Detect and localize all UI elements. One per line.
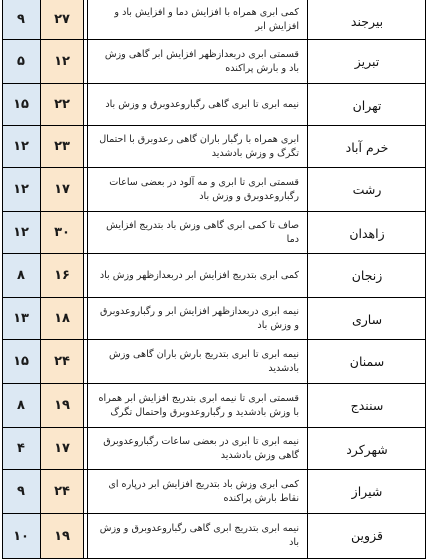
forecast-description-cell-text: قسمتی ابری دربعدازظهر افزایش ابر گاهی وزش باد و بارش پراکنده [104, 48, 299, 74]
table-row [2, 40, 426, 84]
forecast-description-cell-text: ابری همراه با رگبار باران گاهی رعدوبرق با احتمال تگرگ و وزش بادشدید [99, 133, 299, 159]
forecast-description-cell [88, 340, 308, 383]
max-temp-cell [41, 428, 84, 469]
max-temp-cell [41, 384, 84, 427]
max-temp-cell [41, 470, 84, 513]
city-name-cell-text: ساری [351, 312, 383, 327]
min-temp-cell [2, 254, 41, 297]
city-name-cell-text: زاهدان [349, 226, 385, 241]
forecast-description-cell [88, 384, 308, 427]
forecast-description-cell [88, 126, 308, 167]
forecast-description-cell-text: قسمتی ابری تا ابری و مه آلود در بعضی ساعات رگباروعدوبرق و وزش باد [109, 176, 299, 202]
max-temp-cell [41, 254, 84, 297]
table-row [2, 0, 426, 40]
city-name-cell [308, 168, 426, 211]
max-temp-cell-text: ۲۴ [54, 354, 70, 369]
max-temp-cell-text: ۱۹ [54, 528, 70, 544]
city-name-cell [308, 298, 426, 339]
table-row [2, 340, 426, 384]
min-temp-cell-text: ۱۲ [13, 182, 29, 197]
city-name-cell-text: شیراز [351, 484, 383, 499]
table-row [2, 212, 426, 254]
forecast-description-cell [88, 212, 308, 253]
city-name-cell [308, 0, 426, 39]
forecast-description-cell-text: نیمه ابری تا ابری بتدریج بارش باران گاهی وزش بادشدید [108, 348, 299, 374]
min-temp-cell [2, 298, 41, 339]
city-name-cell [308, 340, 426, 383]
max-temp-cell [41, 298, 84, 339]
forecast-description-cell-text: نیمه ابری دربعدازظهر افزایش ابر و رگباروعدوبرق و وزش باد [99, 305, 299, 331]
min-temp-cell-text: ۸ [17, 398, 25, 413]
city-name-cell-text: خرم آباد [345, 140, 389, 155]
max-temp-cell-text: ۲۲ [54, 97, 70, 112]
forecast-description-cell-text: کمی ابری بتدریج افزایش ابر دربعدازظهر وزش باد [99, 269, 299, 281]
weather-table [2, 0, 426, 559]
forecast-description-cell-text: نیمه ابری تا ابری در بعضی ساعات رگباروعدوبرق گاهی وزش بادشدید [103, 435, 299, 461]
max-temp-cell-text: ۲۴ [54, 484, 70, 499]
city-name-cell-text: بیرجند [350, 14, 384, 29]
city-name-cell-text: شهرکرد [346, 442, 388, 457]
city-name-cell [308, 428, 426, 469]
city-name-cell-text: رشت [352, 182, 382, 197]
table-row [2, 470, 426, 514]
table-row [2, 298, 426, 340]
max-temp-cell [41, 212, 84, 253]
forecast-description-cell [88, 84, 308, 125]
city-name-cell-text: تبریز [354, 54, 380, 69]
max-temp-cell-text: ۳۰ [54, 225, 70, 240]
city-name-cell [308, 470, 426, 513]
forecast-description-cell-text: صاف تا کمی ابری گاهی وزش باد بتدریج افزایش دما [106, 219, 299, 245]
forecast-description-cell [88, 168, 308, 211]
min-temp-cell-text: ۴ [17, 441, 25, 456]
table-row [2, 384, 426, 428]
forecast-description-cell [88, 0, 308, 39]
min-temp-cell-text: ۵ [17, 54, 25, 69]
city-name-cell-text: سمنان [349, 354, 385, 369]
max-temp-cell [41, 168, 84, 211]
min-temp-cell [2, 428, 41, 469]
forecast-description-cell-text: قسمتی ابری تا نیمه ابری بتدریج افزایش ابر همراه با وزش بادشدید و رگباروعدوبرق واحتمال تگرگ [98, 392, 299, 418]
city-name-cell [308, 384, 426, 427]
forecast-description-cell [88, 298, 308, 339]
max-temp-cell-text: ۲۷ [54, 12, 70, 27]
min-temp-cell-text: ۱۳ [13, 311, 29, 326]
min-temp-cell-text: ۱۰ [13, 528, 29, 544]
max-temp-cell-text: ۱۶ [54, 268, 70, 283]
max-temp-cell [41, 126, 84, 167]
city-name-cell [308, 84, 426, 125]
forecast-description-cell-text: نیمه ابری بتدریج ابری گاهی رگباروعدوبرق و وزش باد [99, 523, 299, 548]
forecast-description-cell-text: کمی ابری همراه با افزایش دما و افزایش باد و افزایش ابر [114, 6, 299, 32]
min-temp-cell [2, 340, 41, 383]
min-temp-cell [2, 384, 41, 427]
table-row [2, 254, 426, 298]
max-temp-cell-text: ۱۲ [54, 54, 70, 69]
min-temp-cell [2, 212, 41, 253]
city-name-cell [308, 212, 426, 253]
city-name-cell-text: سنندج [350, 398, 384, 413]
min-temp-cell-text: ۱۵ [13, 97, 29, 112]
min-temp-cell [2, 514, 41, 558]
min-temp-cell-text: ۹ [17, 12, 25, 27]
min-temp-cell [2, 84, 41, 125]
table-row [2, 84, 426, 126]
min-temp-cell-text: ۱۲ [13, 139, 29, 154]
max-temp-cell [41, 40, 84, 83]
forecast-description-cell [88, 470, 308, 513]
city-name-cell-text: قزوین [351, 528, 383, 543]
table-row [2, 126, 426, 168]
min-temp-cell-text: ۱۵ [13, 354, 29, 369]
city-name-cell [308, 40, 426, 83]
table-right-border [425, 0, 426, 559]
table-row [2, 514, 426, 559]
city-name-cell-text: تهران [352, 98, 382, 113]
max-temp-cell [41, 514, 84, 558]
max-temp-cell [41, 84, 84, 125]
city-name-cell-text: زنجان [351, 268, 383, 283]
max-temp-cell-text: ۱۷ [54, 182, 70, 197]
min-temp-cell [2, 126, 41, 167]
min-temp-cell [2, 40, 41, 83]
min-temp-cell-text: ۸ [17, 268, 25, 283]
min-temp-cell [2, 168, 41, 211]
max-temp-cell-text: ۱۹ [54, 398, 70, 413]
max-temp-cell-text: ۱۸ [54, 311, 70, 326]
max-temp-cell-text: ۲۳ [54, 139, 70, 154]
table-left-border [2, 0, 3, 559]
max-temp-cell [41, 340, 84, 383]
forecast-description-cell [88, 40, 308, 83]
min-temp-cell [2, 470, 41, 513]
forecast-description-cell-text: نیمه ابری تا ابری گاهی رگباروعدوبرق و وزش باد [105, 98, 299, 110]
forecast-description-cell [88, 428, 308, 469]
min-temp-cell-text: ۹ [17, 484, 25, 499]
forecast-description-cell [88, 254, 308, 297]
table-row [2, 428, 426, 470]
forecast-description-cell [88, 514, 308, 558]
min-temp-cell-text: ۱۲ [13, 225, 29, 240]
max-temp-cell [41, 0, 84, 39]
forecast-description-cell-text: کمی ابری وزش باد بتدریج افزایش ابر درپاره ای نقاط بارش پراکنده [108, 478, 299, 504]
table-row [2, 168, 426, 212]
max-temp-cell-text: ۱۷ [54, 441, 70, 456]
min-temp-cell [2, 0, 41, 39]
city-name-cell [308, 514, 426, 558]
city-name-cell [308, 254, 426, 297]
city-name-cell [308, 126, 426, 167]
